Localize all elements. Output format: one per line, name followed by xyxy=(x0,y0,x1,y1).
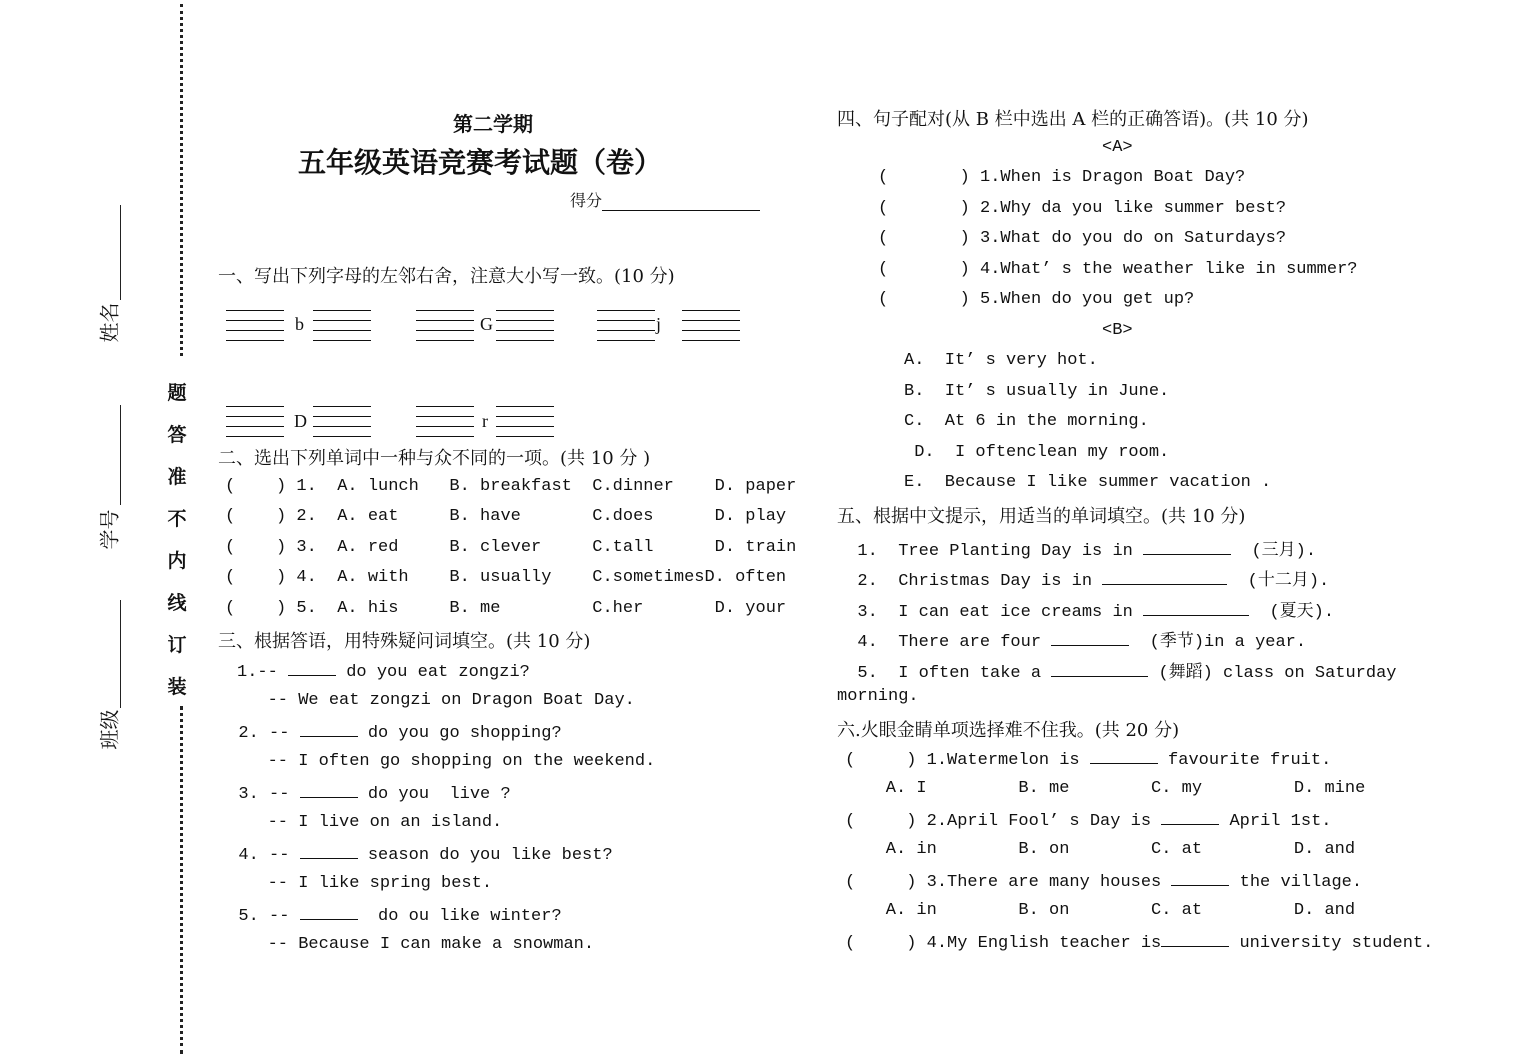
score-label: 得分 xyxy=(570,191,603,210)
fill-in-hint: (十二月). xyxy=(1227,572,1330,591)
mcq-stem-end: the village. xyxy=(1229,873,1363,892)
exam-title: 五年级英语竞赛考试题（卷） xyxy=(298,146,663,179)
wh-question xyxy=(218,721,562,743)
answer-lines[interactable] xyxy=(416,406,474,436)
wh-question xyxy=(218,843,613,865)
question-prefix: 5. -- xyxy=(218,907,300,926)
score-field[interactable] xyxy=(570,188,760,211)
binding-char: 答 xyxy=(167,424,187,446)
answer-lines[interactable] xyxy=(416,310,474,340)
fill-in-row xyxy=(837,596,1334,622)
answer-blank[interactable] xyxy=(300,782,358,798)
given-letter: b xyxy=(295,314,304,334)
mcq-question[interactable] xyxy=(845,748,1331,770)
answer-lines[interactable] xyxy=(496,406,554,436)
mcq-options[interactable]: A. in B. on C. at D. and xyxy=(845,901,1356,920)
id-blank xyxy=(120,405,121,505)
fill-in-text: 2. Christmas Day is in xyxy=(837,572,1103,591)
id-label: 学号 xyxy=(97,509,122,550)
fill-in-hint: (夏天). xyxy=(1249,603,1335,622)
wh-answer: -- Because I can make a snowman. xyxy=(237,935,595,954)
match-question[interactable]: ( ) 3.What do you do on Saturdays? xyxy=(878,229,1287,248)
binding-char: 装 xyxy=(167,676,187,698)
answer-blank[interactable] xyxy=(288,660,336,676)
answer-lines[interactable] xyxy=(496,310,554,340)
given-letter: G xyxy=(480,314,493,334)
fill-in-row xyxy=(837,657,1397,683)
fill-in-row xyxy=(837,565,1329,591)
name-blank xyxy=(120,205,121,300)
answer-lines[interactable] xyxy=(226,310,284,340)
fill-in-text: 5. I often take a xyxy=(837,664,1052,683)
mcq-stem: ( ) 2.April Fool’ s Day is xyxy=(845,812,1162,831)
binding-char: 题 xyxy=(167,382,187,404)
match-question[interactable]: ( ) 4.What’ s the weather like in summer? xyxy=(878,260,1358,279)
answer-blank[interactable] xyxy=(1143,600,1249,616)
column-b-label: <B> xyxy=(1102,321,1133,340)
odd-one-out-row[interactable]: ( ) 5. A. his B. me C.her D. your xyxy=(225,599,787,618)
section1-heading: 一、写出下列字母的左邻右舍，注意大小写一致。(10 分) xyxy=(218,266,675,287)
wh-question xyxy=(237,660,530,682)
section2-heading: 二、选出下列单词中一种与众不同的一项。(共 10 分 ) xyxy=(218,448,651,469)
wh-answer: -- I live on an island. xyxy=(237,813,503,832)
match-answer: A. It’ s very hot. xyxy=(904,351,1098,370)
given-letter: r xyxy=(482,411,488,431)
column-a-label: <A> xyxy=(1102,138,1133,157)
match-answer: C. At 6 in the morning. xyxy=(904,412,1149,431)
mcq-options[interactable]: A. I B. me C. my D. mine xyxy=(845,779,1366,798)
mcq-question[interactable] xyxy=(845,870,1362,892)
mcq-question[interactable] xyxy=(845,809,1331,831)
section3-heading: 三、根据答语，用特殊疑问词填空。(共 10 分) xyxy=(218,631,591,652)
fill-in-row xyxy=(837,626,1306,652)
question-text: do ou like winter? xyxy=(357,907,562,926)
question-text: do you go shopping? xyxy=(357,724,562,743)
question-text: season do you like best? xyxy=(357,846,613,865)
answer-blank[interactable] xyxy=(1143,539,1231,555)
question-prefix: 4. -- xyxy=(218,846,300,865)
match-question[interactable]: ( ) 1.When is Dragon Boat Day? xyxy=(878,168,1246,187)
wh-question xyxy=(218,904,562,926)
match-question[interactable]: ( ) 5.When do you get up? xyxy=(878,290,1195,309)
question-text: do you eat zongzi? xyxy=(336,663,530,682)
answer-lines[interactable] xyxy=(226,406,284,436)
answer-blank[interactable] xyxy=(1171,870,1229,886)
fill-in-text: 4. There are four xyxy=(837,633,1052,652)
fill-in-hint: (三月). xyxy=(1231,542,1317,561)
mcq-stem: ( ) 1.Watermelon is xyxy=(845,751,1090,770)
answer-blank[interactable] xyxy=(300,904,358,920)
odd-one-out-row[interactable]: ( ) 4. A. with B. usually C.sometimesD. often xyxy=(225,568,787,587)
class-blank xyxy=(120,600,121,708)
answer-blank[interactable] xyxy=(1161,931,1229,947)
answer-blank[interactable] xyxy=(300,843,358,859)
score-blank[interactable] xyxy=(602,194,760,211)
question-prefix: 3. -- xyxy=(218,785,300,804)
answer-blank[interactable] xyxy=(1090,748,1158,764)
answer-blank[interactable] xyxy=(1161,809,1219,825)
wh-answer: -- We eat zongzi on Dragon Boat Day. xyxy=(237,691,635,710)
answer-lines[interactable] xyxy=(313,310,371,340)
match-answer: B. It’ s usually in June. xyxy=(904,382,1170,401)
mcq-stem: ( ) 3.There are many houses xyxy=(845,873,1172,892)
section6-heading: 六.火眼金睛单项选择难不住我。(共 20 分) xyxy=(837,720,1180,741)
odd-one-out-row[interactable]: ( ) 2. A. eat B. have C.does D. play xyxy=(225,507,787,526)
wh-question xyxy=(218,782,511,804)
wh-answer: -- I like spring best. xyxy=(237,874,493,893)
binding-char: 内 xyxy=(167,550,187,572)
answer-blank[interactable] xyxy=(1051,630,1129,646)
fill-in-row xyxy=(837,535,1316,561)
match-question[interactable]: ( ) 2.Why da you like summer best? xyxy=(878,199,1287,218)
binding-dotted-line-top xyxy=(180,4,183,356)
mcq-stem-end: university student. xyxy=(1229,934,1434,953)
mcq-stem: ( ) 4.My English teacher is xyxy=(845,934,1162,953)
binding-char: 订 xyxy=(167,634,187,656)
answer-lines[interactable] xyxy=(313,406,371,436)
class-label: 班级 xyxy=(97,709,122,750)
binding-dotted-line-bottom xyxy=(180,706,183,1054)
binding-char: 线 xyxy=(167,592,187,614)
question-prefix: 2. -- xyxy=(218,724,300,743)
mcq-question[interactable] xyxy=(845,931,1433,953)
answer-blank[interactable] xyxy=(1051,661,1148,677)
question-prefix: 1.-- xyxy=(237,663,289,682)
wh-answer: -- I often go shopping on the weekend. xyxy=(237,752,656,771)
given-letter: j xyxy=(656,314,662,334)
mcq-stem-end: April 1st. xyxy=(1219,812,1332,831)
odd-one-out-row[interactable]: ( ) 3. A. red B. clever C.tall D. train xyxy=(225,538,797,557)
fill-in-hint: (季节)in a year. xyxy=(1129,633,1307,652)
name-label: 姓名 xyxy=(97,302,122,343)
fill-in-wrap: morning. xyxy=(837,687,919,706)
mcq-options[interactable]: A. in B. on C. at D. and xyxy=(845,840,1356,859)
section5-heading: 五、根据中文提示，用适当的单词填空。(共 10 分) xyxy=(837,506,1246,527)
answer-lines[interactable] xyxy=(682,310,740,340)
odd-one-out-row[interactable]: ( ) 1. A. lunch B. breakfast C.dinner D. paper xyxy=(225,477,797,496)
answer-lines[interactable] xyxy=(597,310,655,340)
term-title: 第二学期 xyxy=(453,112,533,136)
answer-blank[interactable] xyxy=(300,721,358,737)
question-text: do you live ? xyxy=(357,785,511,804)
binding-char: 不 xyxy=(167,508,187,530)
fill-in-text: 3. I can eat ice creams in xyxy=(837,603,1144,622)
match-answer: E. Because I like summer vacation . xyxy=(904,473,1272,492)
fill-in-hint: (舞蹈) class on Saturday xyxy=(1148,664,1397,683)
answer-blank[interactable] xyxy=(1102,569,1227,585)
mcq-stem-end: favourite fruit. xyxy=(1157,751,1332,770)
given-letter: D xyxy=(294,411,307,431)
binding-char: 准 xyxy=(167,466,187,488)
fill-in-text: 1. Tree Planting Day is in xyxy=(837,542,1144,561)
section4-heading: 四、句子配对(从 B 栏中选出 A 栏的正确答语)。(共 10 分) xyxy=(837,109,1309,130)
match-answer: D. I oftenclean my room. xyxy=(904,443,1170,462)
